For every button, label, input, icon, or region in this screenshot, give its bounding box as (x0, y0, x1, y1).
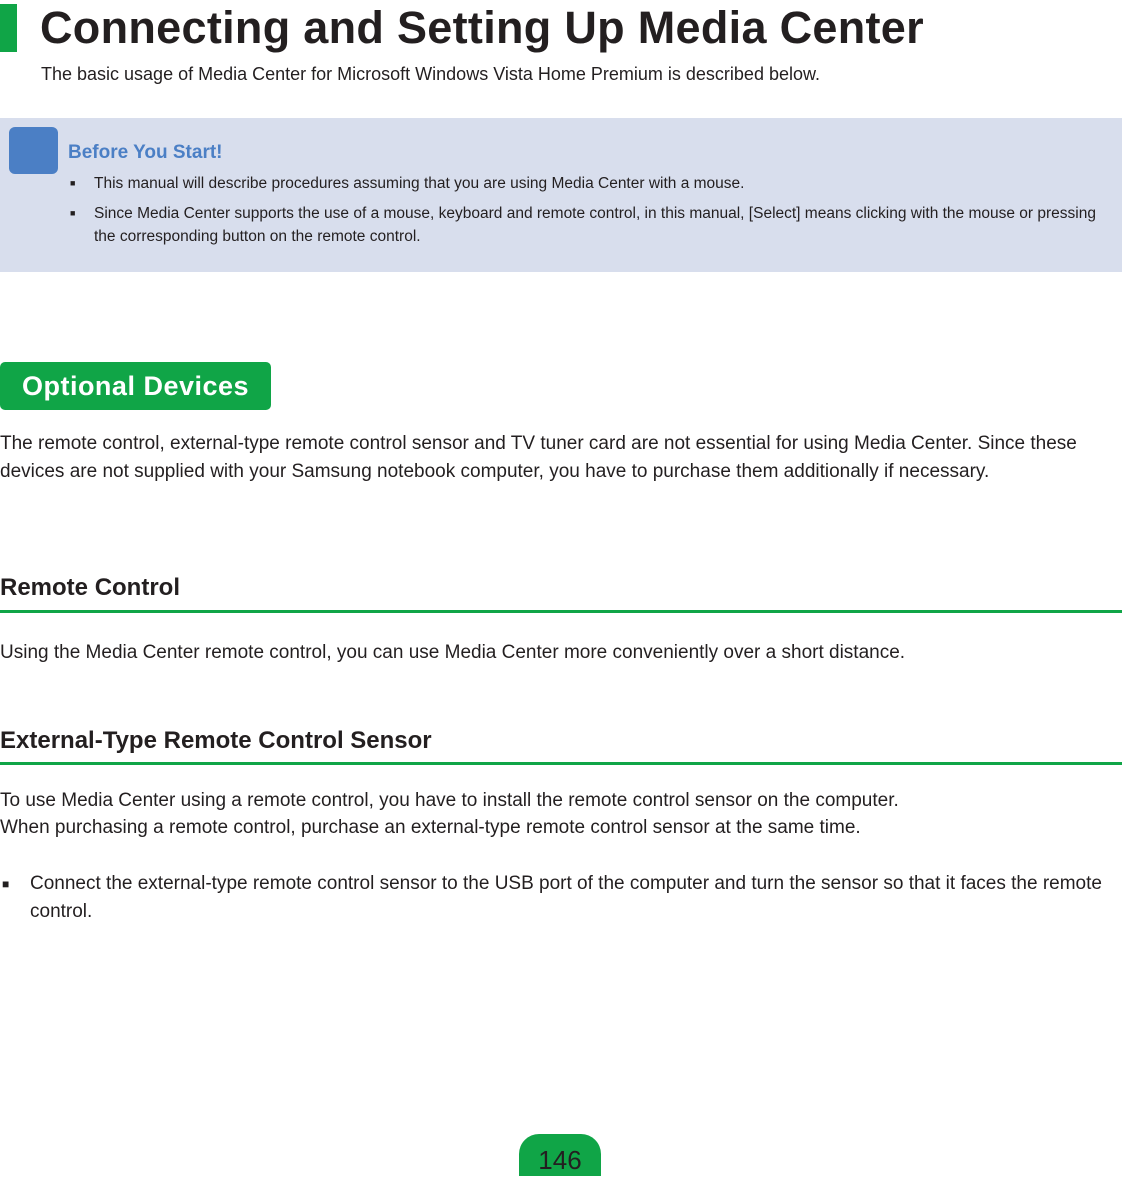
note-title: Before You Start! (68, 142, 223, 163)
note-item-text: This manual will describe procedures assuming that you are using Media Center with a mouse. (94, 175, 745, 192)
note-icon (9, 127, 58, 174)
sensor-bullet-text: Connect the external-type remote control sensor to the USB port of the computer and turn the sensor so that it faces the remote control. (30, 873, 1102, 922)
section-intro: The remote control, external-type remote control sensor and TV tuner card are not essential for using Media Center. Since these devices are not supplied with your Samsung notebook computer, you have to purchase them additionally if necessary. (0, 433, 1077, 482)
square-bullet-icon: ■ (70, 208, 76, 218)
sensor-body-line-1: To use Media Center using a remote control, you have to install the remote control sensor on the computer. (0, 790, 899, 811)
before-you-start-box (0, 118, 1122, 272)
remote-control-body: Using the Media Center remote control, you can use Media Center more conveniently over a short distance. (0, 642, 906, 663)
sensor-body-line-2: When purchasing a remote control, purchase an external-type remote control sensor at the same time. (0, 817, 861, 838)
page-title: Connecting and Setting Up Media Center (40, 2, 924, 53)
section-label-optional-devices: Optional Devices (0, 362, 271, 410)
heading-underline (0, 610, 1122, 613)
heading-underline (0, 762, 1122, 765)
heading-remote-control: Remote Control (0, 574, 180, 601)
note-item (70, 172, 1100, 195)
page-subtitle: The basic usage of Media Center for Microsoft Windows Vista Home Premium is described below. (41, 64, 820, 84)
heading-remote-control-sensor: External-Type Remote Control Sensor (0, 727, 432, 754)
note-item-text: Since Media Center supports the use of a mouse, keyboard and remote control, in this manual, [Select] means clicking with the mouse or pressing the corresponding button on the remote control. (94, 205, 1096, 245)
note-item (70, 202, 1100, 248)
square-bullet-icon: ■ (2, 877, 10, 891)
square-bullet-icon: ■ (70, 178, 76, 188)
page-number: 146 (519, 1134, 601, 1176)
sensor-bullet-item (0, 870, 1110, 926)
title-accent-bar (0, 4, 17, 52)
